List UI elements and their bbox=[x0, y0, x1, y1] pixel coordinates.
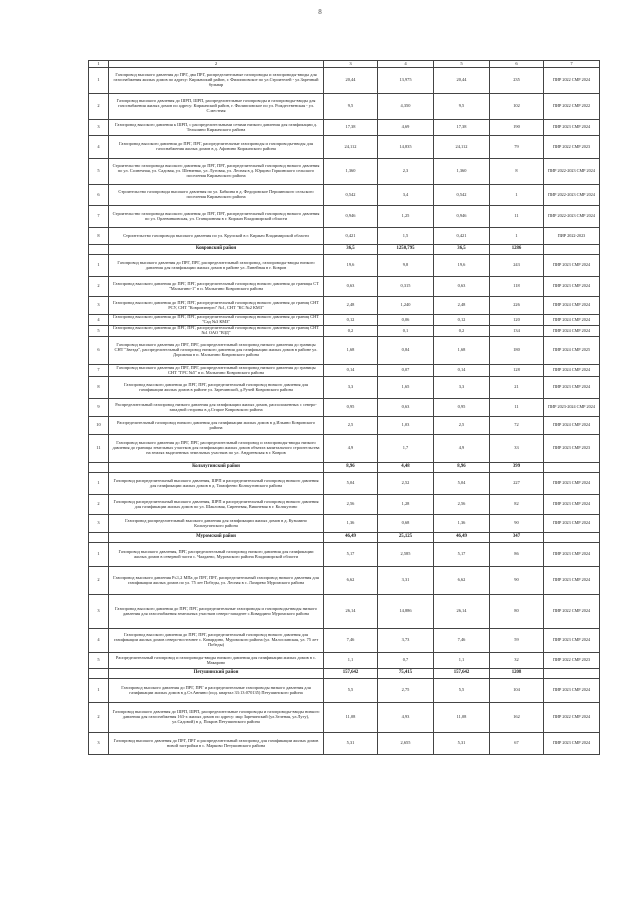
cell-col4: 14,835 bbox=[378, 136, 434, 159]
cell-col6: 102 bbox=[490, 94, 544, 120]
cell-description: Газопровод высокого давления до ШРП, ШРП, распределительные газопроводы и газопроводы-вводы для газоснабжения жилых домов по адресу: Киржачский район, г. Филипповское по ул. Рождественская - ул. С.местная bbox=[109, 94, 324, 120]
cell-col3: 9,5 bbox=[324, 94, 378, 120]
cell-col5: 7,46 bbox=[434, 629, 490, 653]
cell-description: Строительство газопровода высокого давления до ПРГ, ПРГ, распределительный газопровод низкого давления по ул. Солнечная, ул. Садовая, ул. Шевченко, ул. Луговая, ул. Лесная в д. Юрцово Горкинского сельского поселения Киржачского района bbox=[109, 159, 324, 185]
cell-description: Газопровод высокого давления до ПРГ, ПРГ и распределительный газопровод для газификации жилых домов новой застройки в с. Марково Петушинского района bbox=[109, 733, 324, 755]
cell-col3: 8,96 bbox=[324, 463, 378, 473]
cell-col5: 20,44 bbox=[434, 68, 490, 94]
cell-col4: 1,240 bbox=[378, 297, 434, 315]
cell-description: Распределительный газопровод низкого давления для газификации жилых домов, расположенных с северо-западной стороны в д.Старое Ковровского района bbox=[109, 399, 324, 417]
cell-col5: 24,112 bbox=[434, 136, 490, 159]
cell-col6: 227 bbox=[490, 473, 544, 495]
cell-phase: ПИР 2022-2023 bbox=[544, 228, 600, 245]
table-row bbox=[89, 206, 600, 228]
cell-description: Газопровод распределительный высокого давления, ШРП и распределительный газопровод низкого давления для газификации жилых домов по ул. Шакловая, Сиреневая, Вишневая в г. Кольчугино bbox=[109, 495, 324, 515]
table-row bbox=[89, 337, 600, 365]
cell-col3: 1,36 bbox=[324, 515, 378, 533]
cell-phase bbox=[544, 533, 600, 543]
cell-phase: ПИР 2023 СМР 2023 bbox=[544, 435, 600, 463]
cell-col4: 1,7 bbox=[378, 435, 434, 463]
column-header: 2 bbox=[109, 61, 324, 68]
cell-col3: 157,642 bbox=[324, 669, 378, 679]
cell-col5: 0,14 bbox=[434, 365, 490, 377]
cell-col4: 3,31 bbox=[378, 567, 434, 595]
cell-description: Распределительный газопровод и газопроводы-вводы низкого давления для газификации жилых домов в с. Макарово bbox=[109, 653, 324, 669]
cell-col3: 2,5 bbox=[324, 417, 378, 435]
cell-col6: 11 bbox=[490, 399, 544, 417]
cell-col3: 46,49 bbox=[324, 533, 378, 543]
cell-phase: ПИР 2022-2023 СМР 2024 bbox=[544, 159, 600, 185]
cell-col6: 1208 bbox=[490, 669, 544, 679]
cell-col6: 90 bbox=[490, 567, 544, 595]
cell-col6: 243 bbox=[490, 255, 544, 277]
cell-col4: 1,25 bbox=[378, 206, 434, 228]
cell-col3: 3,3 bbox=[324, 377, 378, 399]
cell-col5: 2,48 bbox=[434, 297, 490, 315]
cell-col4: 1,28 bbox=[378, 495, 434, 515]
cell-col5: 2,5 bbox=[434, 417, 490, 435]
cell-col3: 6,62 bbox=[324, 567, 378, 595]
cell-col3: 0,63 bbox=[324, 277, 378, 297]
cell-col5: 6,62 bbox=[434, 567, 490, 595]
cell-col4: 0,1 bbox=[378, 326, 434, 337]
cell-col3: 0,542 bbox=[324, 185, 378, 206]
cell-number: 10 bbox=[89, 417, 109, 435]
cell-col6: 120 bbox=[490, 315, 544, 326]
page-number: 8 bbox=[318, 8, 322, 16]
cell-col3: 1,1 bbox=[324, 653, 378, 669]
cell-col5: 26,14 bbox=[434, 595, 490, 629]
cell-phase: ПИР 2024 СМР 2024 bbox=[544, 417, 600, 435]
cell-number: 1 bbox=[89, 68, 109, 94]
cell-col5: 0,421 bbox=[434, 228, 490, 245]
cell-col5: 19,6 bbox=[434, 255, 490, 277]
cell-description: Газопровод распределительный высокого давления для газификации жилых домов в д. Кузьмино Кольчугинского района bbox=[109, 515, 324, 533]
table-row bbox=[89, 399, 600, 417]
cell-number: 11 bbox=[89, 435, 109, 463]
cell-col5: 2,56 bbox=[434, 495, 490, 515]
cell-col6: 1 bbox=[490, 185, 544, 206]
cell-col3: 5,17 bbox=[324, 543, 378, 567]
cell-description: Газопровод высокого давления до ШРП, ШРП, распределительные газопроводы и газопроводы-вводы низкого давления для газоснабжения 163-х жилых домов по адресу: мкр Заречинский (ул.Зеленая, ул.Лугу), ул.Садовой) в д. Покров Петушинского района bbox=[109, 703, 324, 733]
cell-description: Газопровод высокого давления до ПРГ, ПРГ, распределительный газопровод низкого давления до границы СТ "Малыгино-1" в п. Малыгино Ковровского района bbox=[109, 277, 324, 297]
table-row bbox=[89, 567, 600, 595]
cell-col6: 11 bbox=[490, 206, 544, 228]
table-row bbox=[89, 435, 600, 463]
cell-col5: 5,17 bbox=[434, 543, 490, 567]
column-header: 1 bbox=[89, 61, 109, 68]
cell-col4: 2,75 bbox=[378, 679, 434, 703]
cell-phase: ПИР 2024 СМР 2024 bbox=[544, 326, 600, 337]
cell-phase: ПИР 2023 СМР 2024 bbox=[544, 277, 600, 297]
cell-col4: 2,655 bbox=[378, 733, 434, 755]
cell-col3: 0,95 bbox=[324, 399, 378, 417]
cell-number: 7 bbox=[89, 365, 109, 377]
cell-description: Газопровод высокого давления до ПРГ, ПРГ и распределительные газопроводы низкого давления для газификации жилых домов в д.Ст.Аннино (под. квартал 33:13:070135) Петушинского района bbox=[109, 679, 324, 703]
cell-description: Строительство газопровода высокого давления по ул. Крупской в г. Киржач Владимирской области bbox=[109, 228, 324, 245]
cell-phase: ПИР 2024 СМР 2024 bbox=[544, 315, 600, 326]
cell-col4: 1,03 bbox=[378, 417, 434, 435]
table-row bbox=[89, 733, 600, 755]
cell-col4: 9,8 bbox=[378, 255, 434, 277]
table-row bbox=[89, 326, 600, 337]
table-row bbox=[89, 473, 600, 495]
cell-phase: ПИР 2023 СМР 2024 bbox=[544, 495, 600, 515]
cell-col4: 0,315 bbox=[378, 277, 434, 297]
cell-phase bbox=[544, 245, 600, 255]
cell-col5: 3,3 bbox=[434, 377, 490, 399]
cell-phase: ПИР 2023 СМР 2024 bbox=[544, 567, 600, 595]
cell-col6: 118 bbox=[490, 277, 544, 297]
cell-col6: 347 bbox=[490, 533, 544, 543]
district-name: Кольчугинский район bbox=[109, 463, 324, 473]
cell-col5: 17,38 bbox=[434, 120, 490, 136]
table-row bbox=[89, 703, 600, 733]
cell-col6: 235 bbox=[490, 68, 544, 94]
cell-description: Газопровод высокого давления до ПРГ, два ПРГ, распределительные газопроводы и газопроводы-вводы для газоснабжения жилых домов по адресу: Киржачский район, г. Филипповское по ул.Строителей - ул.Заречный бульвар bbox=[109, 68, 324, 94]
cell-number: 3 bbox=[89, 515, 109, 533]
cell-col3: 0,12 bbox=[324, 315, 378, 326]
cell-col4: 3,4 bbox=[378, 185, 434, 206]
cell-phase: ПИР 2022 СМР 2023 bbox=[544, 653, 600, 669]
cell-col4: 25,125 bbox=[378, 533, 434, 543]
cell-description: Распределительный газопровод низкого давления для газификации жилых домов в д.Ильино Ковровского района bbox=[109, 417, 324, 435]
cell-col5: 8,96 bbox=[434, 463, 490, 473]
district-row bbox=[89, 533, 600, 543]
cell-description: Газопровод высокого давления, ПРГ, распределительный газопровод низкого давления для газификации жилых домов в северной части с. Чаадаево, Муромского района Владимирской области bbox=[109, 543, 324, 567]
column-header: 6 bbox=[490, 61, 544, 68]
cell-phase: ПИР 2022 СМР 2024 bbox=[544, 68, 600, 94]
cell-col6: 190 bbox=[490, 120, 544, 136]
district-name: Муромский район bbox=[109, 533, 324, 543]
cell-number: 1 bbox=[89, 473, 109, 495]
cell-phase: ПИР 2022 СМР 2022 bbox=[544, 94, 600, 120]
cell-col3: 0,946 bbox=[324, 206, 378, 228]
cell-col4: 1,5 bbox=[378, 228, 434, 245]
cell-col4: 75,415 bbox=[378, 669, 434, 679]
cell-number: 6 bbox=[89, 337, 109, 365]
cell-description: Газопровод высокого давления до ПРГ, ПРГ, распределительный газопровод низкого давления до границ СНТ РСУ, СНТ "Ковровэнерго" №1, СНТ "КС №2 КМЗ" bbox=[109, 297, 324, 315]
cell-col5: 0,542 bbox=[434, 185, 490, 206]
cell-phase: ПИР 2023 СМР 2024 bbox=[544, 515, 600, 533]
cell-phase: ПИР 2023 СМР 2024 bbox=[544, 543, 600, 567]
cell-number: 3 bbox=[89, 120, 109, 136]
column-header: 7 bbox=[544, 61, 600, 68]
cell-description: Строительство газопровода высокого давления до ПРГ, ПРГ, распределительный газопровод низкого давления по ул. Орлевинковская, ул. Станционная в г. Киржач Владимирской области bbox=[109, 206, 324, 228]
cell-col3: 4,9 bbox=[324, 435, 378, 463]
cell-col3: 17,38 bbox=[324, 120, 378, 136]
cell-col3: 19,6 bbox=[324, 255, 378, 277]
cell-col5: 11,08 bbox=[434, 703, 490, 733]
cell-col3: 36,5 bbox=[324, 245, 378, 255]
cell-col3: 24,112 bbox=[324, 136, 378, 159]
cell-col4: 2,52 bbox=[378, 473, 434, 495]
cell-col6: 67 bbox=[490, 733, 544, 755]
cell-phase bbox=[544, 669, 600, 679]
cell-col4: 0,07 bbox=[378, 365, 434, 377]
cell-description: Газопровод высокого давления до ПРГ, ПРГ, распределительный газопровод низкого давления до границ СНТ "Сад №3 КМЗ" bbox=[109, 315, 324, 326]
cell-description: Газопровод высокого давления до ПРГ, ПРГ, распределительный газопровод низкого давления для газификации жилых домов северо-восточнее с. Ковардино, Муромского района (ул. Малославская, ул. 75 лет Победы) bbox=[109, 629, 324, 653]
cell-col6: 8 bbox=[490, 159, 544, 185]
district-name: Ковровский район bbox=[109, 245, 324, 255]
table-row bbox=[89, 365, 600, 377]
district-row bbox=[89, 245, 600, 255]
cell-description: Газопровод высокого давления до ПРГ, ПРГ, распределительный газопровод низкого давления до границы СНТ "Звезда", распределительный газопровод низкого давления для газификации жилых домов в районе ул. Дорожная в п. Малыгино Ковровского района bbox=[109, 337, 324, 365]
cell-col6: 399 bbox=[490, 463, 544, 473]
cell-col4: 0,84 bbox=[378, 337, 434, 365]
cell-col6: 59 bbox=[490, 629, 544, 653]
cell-col6: 1 bbox=[490, 228, 544, 245]
cell-phase bbox=[544, 463, 600, 473]
cell-description: Газопровод распределительный высокого давления, ШРП и распределительный газопровод низкого давления для газификации жилых домов в д. Тимофеево Кольчугинского района bbox=[109, 473, 324, 495]
cell-description: Газопровод высокого давления до ПРГ, ПРГ, распределительный газопровод низкого давления до границ СНТ №1 ОАО "ВЗД" bbox=[109, 326, 324, 337]
cell-number bbox=[89, 463, 109, 473]
cell-col3: 1,68 bbox=[324, 337, 378, 365]
cell-col3: 0,421 bbox=[324, 228, 378, 245]
cell-col6: 80 bbox=[490, 595, 544, 629]
cell-col4: 2,585 bbox=[378, 543, 434, 567]
cell-col6: 21 bbox=[490, 377, 544, 399]
table-row bbox=[89, 315, 600, 326]
cell-phase: ПИР 2022 СМР 2024 bbox=[544, 703, 600, 733]
cell-number: 5 bbox=[89, 159, 109, 185]
cell-col6: 33 bbox=[490, 435, 544, 463]
cell-col5: 0,95 bbox=[434, 399, 490, 417]
cell-number: 5 bbox=[89, 326, 109, 337]
district-row bbox=[89, 669, 600, 679]
cell-col5: 0,12 bbox=[434, 315, 490, 326]
cell-col3: 0,2 bbox=[324, 326, 378, 337]
table-row bbox=[89, 136, 600, 159]
cell-col6: 86 bbox=[490, 543, 544, 567]
cell-col6: 1286 bbox=[490, 245, 544, 255]
cell-number: 4 bbox=[89, 315, 109, 326]
cell-phase: ПИР 2023 СМР 2024 bbox=[544, 473, 600, 495]
district-row bbox=[89, 463, 600, 473]
cell-description: Газопровод высокого давления до ПРГ, ПРГ, распределительные газопроводы и газопроводы-вводы для газоснабжения жилых домов в д. Афонино Киржачского района bbox=[109, 136, 324, 159]
gasification-table bbox=[88, 60, 600, 755]
cell-col5: 4,9 bbox=[434, 435, 490, 463]
cell-col6: 128 bbox=[490, 365, 544, 377]
cell-col5: 157,642 bbox=[434, 669, 490, 679]
table-row bbox=[89, 543, 600, 567]
cell-phase: ПИР 2023 СМР 2024 bbox=[544, 629, 600, 653]
table-row bbox=[89, 629, 600, 653]
cell-number: 4 bbox=[89, 136, 109, 159]
table-row bbox=[89, 297, 600, 315]
cell-number: 8 bbox=[89, 377, 109, 399]
cell-col6: 90 bbox=[490, 515, 544, 533]
cell-col5: 1,68 bbox=[434, 337, 490, 365]
table-row bbox=[89, 68, 600, 94]
cell-phase: ПИР 2023 СМР 2024 bbox=[544, 255, 600, 277]
cell-col3: 2,48 bbox=[324, 297, 378, 315]
cell-col4: 0,06 bbox=[378, 315, 434, 326]
cell-col4: 4,69 bbox=[378, 120, 434, 136]
cell-col5: 36,5 bbox=[434, 245, 490, 255]
cell-col5: 9,5 bbox=[434, 94, 490, 120]
cell-col4: 1250,795 bbox=[378, 245, 434, 255]
cell-phase: ПИР 2023-2024 СМР 2024 bbox=[544, 399, 600, 417]
cell-number: 4 bbox=[89, 629, 109, 653]
cell-number: 3 bbox=[89, 297, 109, 315]
cell-description: Строительство газопровода высокого давления по ул. Бабкина в д. Федоровское Першинского сельского поселения Киржачского района bbox=[109, 185, 324, 206]
cell-col6: 82 bbox=[490, 495, 544, 515]
cell-number: 2 bbox=[89, 703, 109, 733]
cell-col5: 5,5 bbox=[434, 679, 490, 703]
cell-col4: 4,93 bbox=[378, 703, 434, 733]
table-row bbox=[89, 679, 600, 703]
cell-col5: 1,1 bbox=[434, 653, 490, 669]
cell-col5: 5,04 bbox=[434, 473, 490, 495]
table-row bbox=[89, 653, 600, 669]
cell-col3: 1,360 bbox=[324, 159, 378, 185]
table-row bbox=[89, 277, 600, 297]
cell-col4: 0,68 bbox=[378, 515, 434, 533]
cell-col3: 7,46 bbox=[324, 629, 378, 653]
cell-phase: ПИР 2022-2023 СМР 2024 bbox=[544, 206, 600, 228]
cell-col4: 3,73 bbox=[378, 629, 434, 653]
table-row bbox=[89, 255, 600, 277]
cell-description: Газопровод высокого давления до ПРГ, ПРГ, распределительный газопровод, газопроводы-вводы низкого давления для газификации жилых домов в районе ул. Линейная в г. Ковров bbox=[109, 255, 324, 277]
cell-col6: 226 bbox=[490, 297, 544, 315]
cell-col4: 4,350 bbox=[378, 94, 434, 120]
header-row bbox=[89, 61, 600, 68]
table-row bbox=[89, 159, 600, 185]
cell-col5: 0,63 bbox=[434, 277, 490, 297]
table-row bbox=[89, 94, 600, 120]
cell-col4: 14,886 bbox=[378, 595, 434, 629]
cell-number bbox=[89, 533, 109, 543]
table-row bbox=[89, 228, 600, 245]
cell-phase: ПИР 2024 СМР 2024 bbox=[544, 297, 600, 315]
column-header: 3 bbox=[324, 61, 378, 68]
table-row bbox=[89, 495, 600, 515]
cell-col3: 20,44 bbox=[324, 68, 378, 94]
cell-col3: 5,31 bbox=[324, 733, 378, 755]
cell-number: 8 bbox=[89, 228, 109, 245]
cell-col6: 180 bbox=[490, 337, 544, 365]
cell-number: 3 bbox=[89, 595, 109, 629]
column-header: 5 bbox=[434, 61, 490, 68]
cell-number: 1 bbox=[89, 543, 109, 567]
cell-col6: 134 bbox=[490, 326, 544, 337]
cell-col6: 162 bbox=[490, 703, 544, 733]
cell-number bbox=[89, 669, 109, 679]
cell-phase: ПИР 2022-2023 СМР 2024 bbox=[544, 185, 600, 206]
cell-number: 5 bbox=[89, 653, 109, 669]
cell-number bbox=[89, 245, 109, 255]
cell-number: 9 bbox=[89, 399, 109, 417]
cell-col3: 26,14 bbox=[324, 595, 378, 629]
table-row bbox=[89, 417, 600, 435]
cell-description: Газопровод высокого давления до ПРГ, ПРГ, распределительный газопровод низкого давления до границы СНТ "ГРС №5" в п. Малыгино Ковровского района bbox=[109, 365, 324, 377]
cell-phase: ПИР 2023 СМР 2024 bbox=[544, 120, 600, 136]
cell-col3: 11,08 bbox=[324, 703, 378, 733]
cell-phase: ПИР 2023 СМР 2024 bbox=[544, 377, 600, 399]
table-row bbox=[89, 595, 600, 629]
cell-description: Газопровод высокого давления до ПРГ, ПРГ, распределительные газопроводы и газопроводы-вводы низкого давления для газоснабжения земельных участков северо-западнее с.Ковардино Муромского района bbox=[109, 595, 324, 629]
cell-number: 7 bbox=[89, 206, 109, 228]
cell-col6: 32 bbox=[490, 653, 544, 669]
cell-phase: ПИР 2022 СМР 2023 bbox=[544, 136, 600, 159]
cell-col4: 13,975 bbox=[378, 68, 434, 94]
cell-col4: 0,7 bbox=[378, 653, 434, 669]
cell-col6: 79 bbox=[490, 136, 544, 159]
cell-phase: ПИР 2024 СМР 2025 bbox=[544, 337, 600, 365]
cell-col5: 0,946 bbox=[434, 206, 490, 228]
cell-col5: 5,31 bbox=[434, 733, 490, 755]
cell-description: Газопровод высокого давления до ПРГ, ПРГ, распределительный газопровод низкого давления для газификации жилых домов в районе ул. Заречинской, д.Ручей Ковровского района bbox=[109, 377, 324, 399]
table-row bbox=[89, 515, 600, 533]
cell-col6: 104 bbox=[490, 679, 544, 703]
cell-number: 2 bbox=[89, 94, 109, 120]
cell-number: 2 bbox=[89, 277, 109, 297]
cell-description: Газопровод высокого давления к ШРП, с распределительными сетями низкого давления для газификации д. Тельшино Киржачского района bbox=[109, 120, 324, 136]
cell-col4: 1,65 bbox=[378, 377, 434, 399]
cell-phase: ПИР 2023 СМР 2024 bbox=[544, 679, 600, 703]
cell-col4: 2,3 bbox=[378, 159, 434, 185]
table-row bbox=[89, 377, 600, 399]
district-name: Петушинский район bbox=[109, 669, 324, 679]
cell-number: 3 bbox=[89, 733, 109, 755]
cell-description: Газопровод высокого давления до ПРГ, ПРГ, распределительный газопровод и газопроводы-вводы низкого давления до границы земельных участков для газификации жилых домов объекта капитального строительства на землях выделенных земельных участков по ул. Андреевская в г. Ковров bbox=[109, 435, 324, 463]
table-row bbox=[89, 120, 600, 136]
table-row bbox=[89, 185, 600, 206]
cell-col5: 0,2 bbox=[434, 326, 490, 337]
cell-phase: ПИР 2023 СМР 2024 bbox=[544, 733, 600, 755]
cell-number: 1 bbox=[89, 255, 109, 277]
cell-col5: 1,360 bbox=[434, 159, 490, 185]
cell-col4: 0,63 bbox=[378, 399, 434, 417]
cell-phase: ПИР 2022 СМР 2024 bbox=[544, 595, 600, 629]
column-header: 4 bbox=[378, 61, 434, 68]
cell-col3: 2,56 bbox=[324, 495, 378, 515]
cell-number: 2 bbox=[89, 567, 109, 595]
cell-col4: 4,48 bbox=[378, 463, 434, 473]
cell-col6: 72 bbox=[490, 417, 544, 435]
cell-col5: 1,36 bbox=[434, 515, 490, 533]
cell-col3: 5,5 bbox=[324, 679, 378, 703]
cell-number: 6 bbox=[89, 185, 109, 206]
cell-description: Газопровод высокого давления Р≤1,2 МПа до ПРГ, ПРГ, распределительный газопровод низкого давления для газификации жилых домов по ул. 75 лет Победы, ул. Лесная в с. Лазарево Муромского района bbox=[109, 567, 324, 595]
cell-col3: 0,14 bbox=[324, 365, 378, 377]
cell-number: 1 bbox=[89, 679, 109, 703]
cell-col3: 5,04 bbox=[324, 473, 378, 495]
cell-col5: 46,49 bbox=[434, 533, 490, 543]
cell-phase: ПИР 2024 СМР 2024 bbox=[544, 365, 600, 377]
cell-number: 2 bbox=[89, 495, 109, 515]
